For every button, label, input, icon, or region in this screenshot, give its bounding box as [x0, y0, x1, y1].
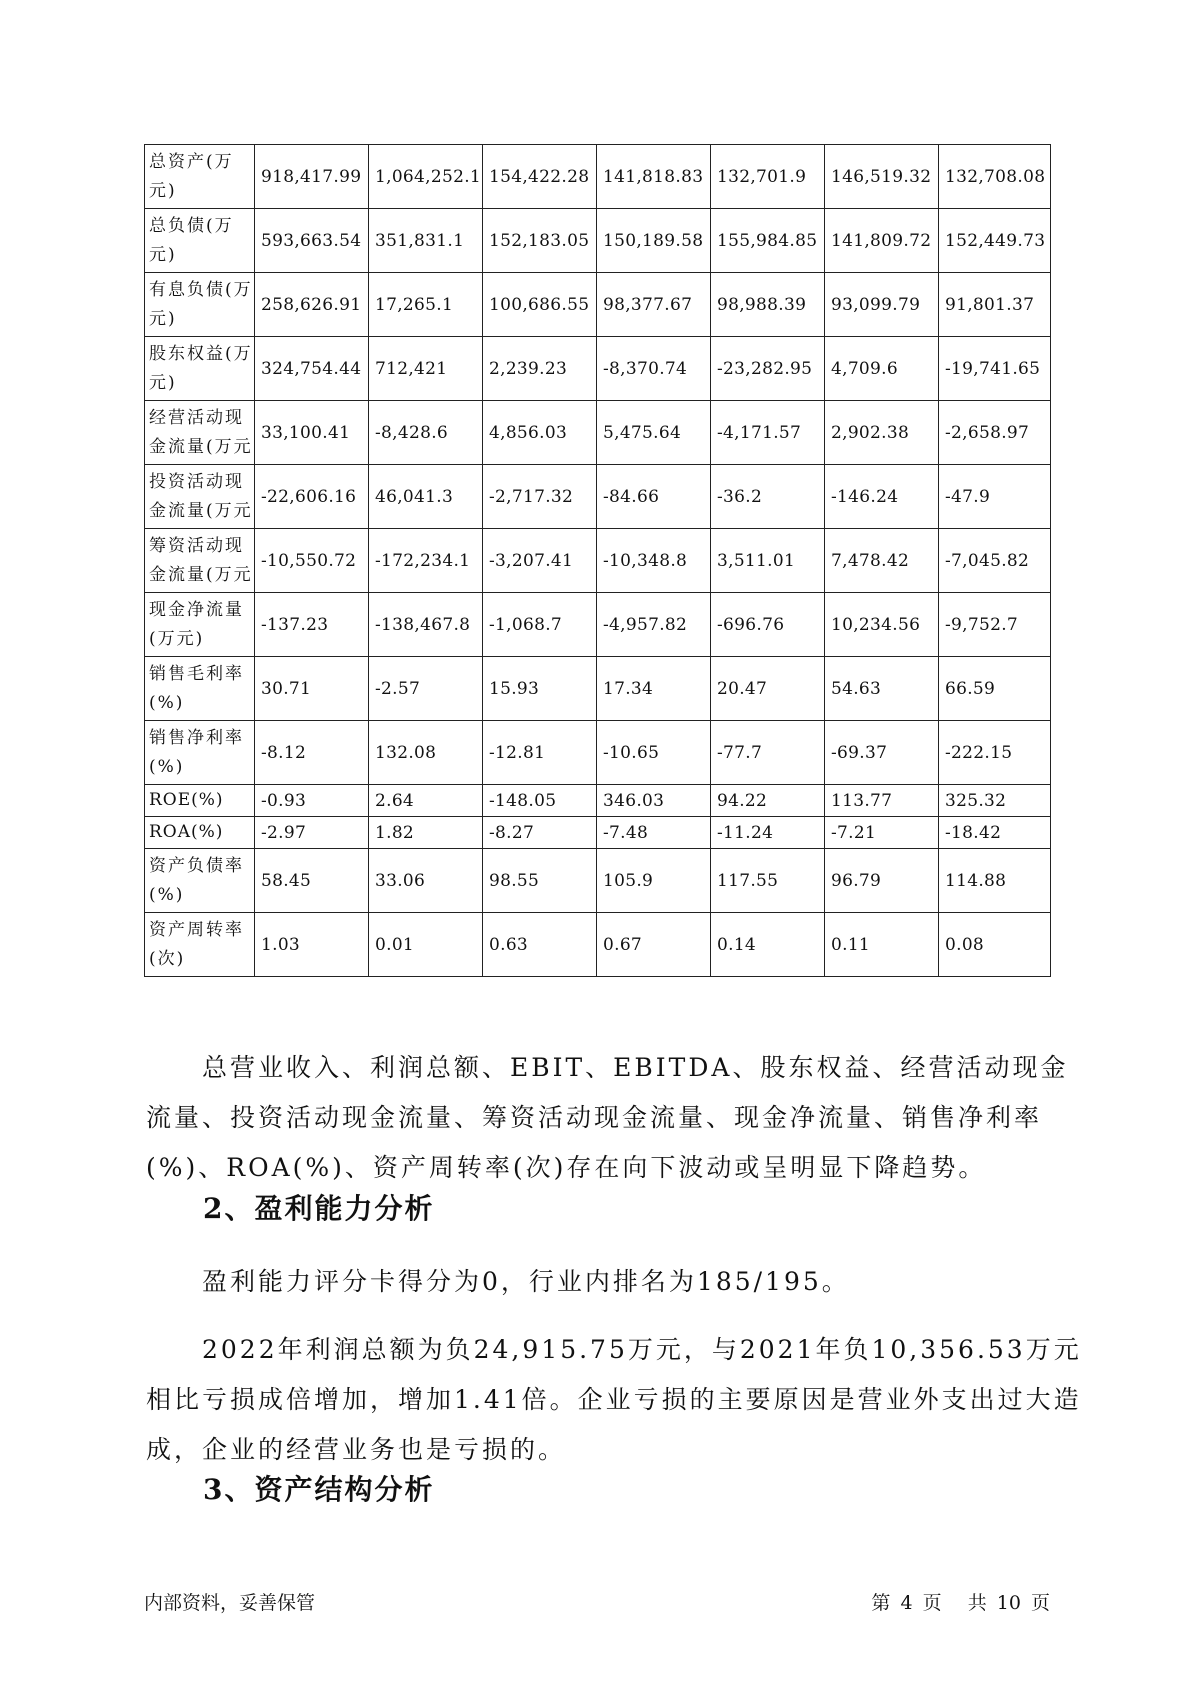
table-cell: 132,701.9 [711, 145, 825, 209]
table-cell: -9,752.7 [939, 593, 1051, 657]
table-cell: -2,717.32 [483, 465, 597, 529]
row-label: 总资产(万元) [145, 145, 255, 209]
table-row [145, 209, 1051, 273]
table-cell: -137.23 [255, 593, 369, 657]
table-cell: -19,741.65 [939, 337, 1051, 401]
table-cell: -222.15 [939, 721, 1051, 785]
table-cell: 105.9 [597, 849, 711, 913]
table-row [145, 849, 1051, 913]
table-cell: -8,370.74 [597, 337, 711, 401]
table-cell: 15.93 [483, 657, 597, 721]
row-label: 现金净流量(万元) [145, 593, 255, 657]
table-cell: -12.81 [483, 721, 597, 785]
table-cell: 132.08 [369, 721, 483, 785]
table-cell: 0.67 [597, 913, 711, 977]
table-cell: 712,421 [369, 337, 483, 401]
table-cell: 0.14 [711, 913, 825, 977]
total-pages: 10 [996, 1592, 1021, 1614]
table-cell: -36.2 [711, 465, 825, 529]
table-cell: 3,511.01 [711, 529, 825, 593]
score-paragraph: 盈利能力评分卡得分为0，行业内排名为185/195。 [202, 1267, 850, 1296]
table-cell: 141,809.72 [825, 209, 939, 273]
table-cell: 346.03 [597, 785, 711, 817]
table-cell: 150,189.58 [597, 209, 711, 273]
table-cell: -2.97 [255, 817, 369, 849]
table-row [145, 337, 1051, 401]
table-cell: -11.24 [711, 817, 825, 849]
table-row [145, 465, 1051, 529]
table-cell: -10,550.72 [255, 529, 369, 593]
row-label: 筹资活动现金流量(万元 [145, 529, 255, 593]
row-label: 股东权益(万元) [145, 337, 255, 401]
table-cell: -69.37 [825, 721, 939, 785]
table-cell: 98,988.39 [711, 273, 825, 337]
table-cell: -2.57 [369, 657, 483, 721]
table-cell: 113.77 [825, 785, 939, 817]
table-row [145, 657, 1051, 721]
page-number: 4 [900, 1592, 913, 1614]
table-cell: -3,207.41 [483, 529, 597, 593]
table-cell: 1.03 [255, 913, 369, 977]
table-cell: 17.34 [597, 657, 711, 721]
row-label: 总负债(万元) [145, 209, 255, 273]
table-cell: 58.45 [255, 849, 369, 913]
table-cell: 91,801.37 [939, 273, 1051, 337]
table-cell: 10,234.56 [825, 593, 939, 657]
financial-indicator-table [144, 144, 1051, 977]
table-cell: 7,478.42 [825, 529, 939, 593]
table-cell: -172,234.1 [369, 529, 483, 593]
table-cell: 17,265.1 [369, 273, 483, 337]
table-cell: 2,239.23 [483, 337, 597, 401]
table-cell: -148.05 [483, 785, 597, 817]
trend-paragraph: 总营业收入、利润总额、EBIT、EBITDA、股东权益、经营活动现金流量、投资活动现金流量、筹资活动现金流量、现金净流量、销售净利率(%)、ROA(%)、资产周转率(次)存在向下波动或呈明显下降趋势。 [146, 1053, 1069, 1182]
table-cell: 98.55 [483, 849, 597, 913]
footer-confidential-note: 内部资料，妥善保管 [144, 1592, 316, 1614]
table-cell: 152,183.05 [483, 209, 597, 273]
profit-paragraph: 2022年利润总额为负24,915.75万元，与2021年负10,356.53万元相比亏损成倍增加，增加1.41倍。企业亏损的主要原因是营业外支出过大造成，企业的经营业务也是亏损的。 [146, 1335, 1082, 1464]
row-label: 资产负债率(%) [145, 849, 255, 913]
row-label: 投资活动现金流量(万元 [145, 465, 255, 529]
table-cell: -10.65 [597, 721, 711, 785]
table-cell: 154,422.28 [483, 145, 597, 209]
table-cell: 132,708.08 [939, 145, 1051, 209]
table-cell: 54.63 [825, 657, 939, 721]
table-cell: 324,754.44 [255, 337, 369, 401]
page-label: 第 [871, 1592, 891, 1614]
table-cell: 30.71 [255, 657, 369, 721]
table-cell: 146,519.32 [825, 145, 939, 209]
table-cell: 5,475.64 [597, 401, 711, 465]
table-cell: -10,348.8 [597, 529, 711, 593]
table-cell: -18.42 [939, 817, 1051, 849]
table-cell: -0.93 [255, 785, 369, 817]
table-row [145, 817, 1051, 849]
table-cell: 33,100.41 [255, 401, 369, 465]
table-cell: 93,099.79 [825, 273, 939, 337]
table-cell: 0.01 [369, 913, 483, 977]
heading-asset-structure: 3、资产结构分析 [203, 1473, 435, 1506]
table-cell: 117.55 [711, 849, 825, 913]
table-cell: 593,663.54 [255, 209, 369, 273]
row-label: 经营活动现金流量(万元 [145, 401, 255, 465]
table-row [145, 593, 1051, 657]
table-row [145, 273, 1051, 337]
table-cell: 155,984.85 [711, 209, 825, 273]
page-unit: 页 [922, 1592, 942, 1614]
table-cell: 2,902.38 [825, 401, 939, 465]
total-label: 共 [967, 1592, 987, 1614]
table-cell: 66.59 [939, 657, 1051, 721]
table-cell: 0.08 [939, 913, 1051, 977]
table-cell: 152,449.73 [939, 209, 1051, 273]
table-cell: -84.66 [597, 465, 711, 529]
table-cell: 46,041.3 [369, 465, 483, 529]
table-cell: -7.48 [597, 817, 711, 849]
table-row [145, 401, 1051, 465]
table-cell: -22,606.16 [255, 465, 369, 529]
table-cell: -696.76 [711, 593, 825, 657]
table-cell: -47.9 [939, 465, 1051, 529]
table-cell: 325.32 [939, 785, 1051, 817]
row-label: 有息负债(万元) [145, 273, 255, 337]
table-cell: -138,467.8 [369, 593, 483, 657]
table-row [145, 913, 1051, 977]
row-label: 销售毛利率(%) [145, 657, 255, 721]
table-cell: -1,068.7 [483, 593, 597, 657]
table-cell: 100,686.55 [483, 273, 597, 337]
footer-page-indicator [867, 1588, 1050, 1615]
table-row [145, 529, 1051, 593]
table-cell: 1,064,252.1 [369, 145, 483, 209]
table-row [145, 785, 1051, 817]
table-cell: 351,831.1 [369, 209, 483, 273]
table-row [145, 721, 1051, 785]
table-cell: 114.88 [939, 849, 1051, 913]
table-cell: -23,282.95 [711, 337, 825, 401]
table-cell: -7.21 [825, 817, 939, 849]
table-cell: 20.47 [711, 657, 825, 721]
row-label: ROE(%) [145, 785, 255, 817]
table-cell: -7,045.82 [939, 529, 1051, 593]
table-row [145, 145, 1051, 209]
table-cell: 1.82 [369, 817, 483, 849]
table-cell: -8.27 [483, 817, 597, 849]
heading-profitability: 2、盈利能力分析 [203, 1192, 435, 1225]
table-cell: -77.7 [711, 721, 825, 785]
table-cell: 258,626.91 [255, 273, 369, 337]
table-cell: 94.22 [711, 785, 825, 817]
table-cell: 0.63 [483, 913, 597, 977]
table-cell: -2,658.97 [939, 401, 1051, 465]
table-cell: 2.64 [369, 785, 483, 817]
table-cell: 98,377.67 [597, 273, 711, 337]
total-unit: 页 [1030, 1592, 1050, 1614]
table-cell: 96.79 [825, 849, 939, 913]
table-body [145, 145, 1051, 977]
table-cell: -4,171.57 [711, 401, 825, 465]
table-cell: 918,417.99 [255, 145, 369, 209]
table-cell: 4,856.03 [483, 401, 597, 465]
table-cell: -146.24 [825, 465, 939, 529]
row-label: 销售净利率(%) [145, 721, 255, 785]
table-cell: 4,709.6 [825, 337, 939, 401]
table-cell: 33.06 [369, 849, 483, 913]
table-cell: 0.11 [825, 913, 939, 977]
table-cell: -4,957.82 [597, 593, 711, 657]
row-label: 资产周转率(次) [145, 913, 255, 977]
row-label: ROA(%) [145, 817, 255, 849]
table-cell: -8.12 [255, 721, 369, 785]
table-cell: 141,818.83 [597, 145, 711, 209]
table-cell: -8,428.6 [369, 401, 483, 465]
